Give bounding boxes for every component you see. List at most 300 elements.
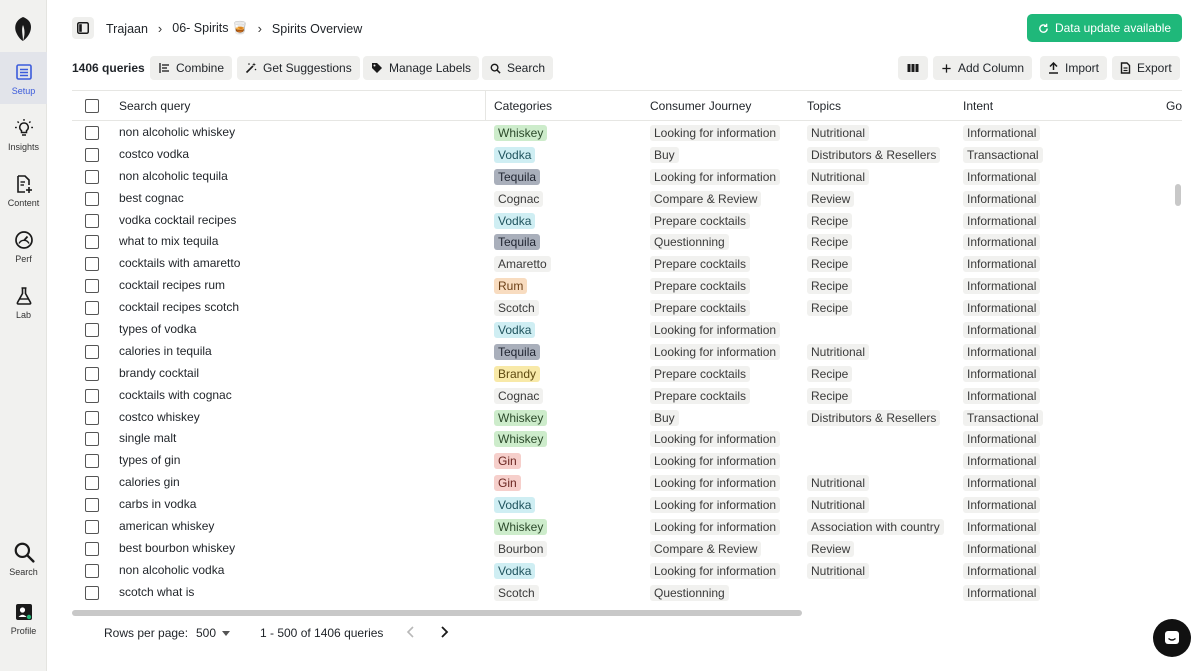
row-checkbox[interactable] — [85, 126, 99, 140]
cell-journey[interactable] — [650, 428, 780, 450]
intent-tag: Informational — [963, 278, 1040, 294]
table-row[interactable] — [72, 407, 1182, 429]
cell-category[interactable] — [494, 560, 535, 582]
cell-topic[interactable] — [807, 275, 852, 297]
brand-logo-icon — [12, 16, 34, 42]
lightbulb-icon — [14, 118, 34, 138]
get-suggestions-label: Get Suggestions — [263, 61, 352, 75]
row-checkbox[interactable] — [85, 498, 99, 512]
cell-journey[interactable] — [650, 166, 780, 188]
cell-intent[interactable] — [963, 253, 1040, 275]
cell-category[interactable] — [494, 122, 547, 144]
row-checkbox[interactable] — [85, 542, 99, 556]
cell-intent[interactable] — [963, 407, 1043, 429]
table-row[interactable] — [72, 275, 1182, 297]
intent-tag: Informational — [963, 125, 1040, 141]
topic-tag: Association with country — [807, 519, 944, 535]
vertical-scrollbar[interactable] — [1175, 184, 1181, 206]
cell-intent[interactable] — [963, 319, 1040, 341]
cell-topic[interactable] — [807, 166, 869, 188]
table-row[interactable] — [72, 472, 1182, 494]
topic-tag: Nutritional — [807, 497, 869, 513]
row-checkbox[interactable] — [85, 520, 99, 534]
cell-journey[interactable] — [650, 188, 761, 210]
search-icon — [490, 63, 501, 74]
topic-tag: Nutritional — [807, 344, 869, 360]
journey-tag: Prepare cocktails — [650, 278, 750, 294]
select-all-checkbox[interactable] — [85, 99, 99, 113]
cell-topic[interactable] — [807, 122, 869, 144]
sidebar-toggle-button[interactable] — [72, 17, 94, 39]
gauge-icon — [14, 230, 34, 250]
cell-search-query[interactable]: brandy cocktail — [119, 365, 200, 380]
cell-category[interactable] — [494, 297, 539, 319]
cell-topic[interactable] — [807, 188, 854, 210]
cell-topic[interactable] — [807, 363, 852, 385]
category-tag: Gin — [494, 453, 521, 469]
table-row[interactable] — [72, 144, 1182, 166]
category-tag: Scotch — [494, 300, 539, 316]
cell-journey[interactable] — [650, 210, 750, 232]
row-checkbox[interactable] — [85, 411, 99, 425]
cell-search-query[interactable]: non alcoholic whiskey — [119, 125, 236, 139]
chevron-right-icon: › — [157, 21, 163, 36]
caret-down-icon — [222, 631, 230, 636]
cell-intent[interactable] — [963, 188, 1040, 210]
cell-search-query[interactable]: calories in tequila — [119, 343, 212, 358]
sidebar-item-insights[interactable] — [0, 108, 47, 160]
table-header — [72, 91, 1182, 121]
table-row[interactable] — [72, 297, 1182, 319]
cell-journey[interactable] — [650, 560, 780, 582]
sidebar-item-perf[interactable] — [0, 220, 47, 272]
journey-tag: Looking for information — [650, 453, 780, 469]
intent-tag: Informational — [963, 322, 1040, 338]
table-row[interactable] — [72, 188, 1182, 210]
tag-icon — [371, 62, 383, 74]
topic-tag: Distributors & Resellers — [807, 410, 940, 426]
cell-intent[interactable] — [963, 582, 1040, 604]
intent-tag: Informational — [963, 169, 1040, 185]
table-row[interactable] — [72, 582, 1182, 604]
topic-tag: Nutritional — [807, 125, 869, 141]
journey-tag: Compare & Review — [650, 541, 761, 557]
sidebar-item-label: Insights — [7, 142, 40, 152]
table-list-icon — [14, 62, 34, 82]
intent-tag: Informational — [963, 519, 1040, 535]
row-checkbox[interactable] — [85, 235, 99, 249]
cell-journey[interactable] — [650, 275, 750, 297]
cell-search-query[interactable]: what to mix tequila — [119, 234, 219, 249]
row-checkbox[interactable] — [85, 476, 99, 490]
table-row[interactable] — [72, 363, 1182, 385]
table-row[interactable] — [72, 319, 1182, 341]
table-row[interactable] — [72, 166, 1182, 188]
cell-topic[interactable] — [807, 210, 852, 232]
table-row[interactable] — [72, 231, 1182, 253]
sidebar-item-label: Lab — [15, 310, 32, 320]
cell-search-query[interactable]: best bourbon whiskey — [119, 540, 236, 555]
table-row[interactable] — [72, 538, 1182, 560]
cell-search-query[interactable]: scotch what is — [119, 584, 195, 599]
cell-category[interactable] — [494, 385, 543, 407]
cell-intent[interactable] — [963, 166, 1040, 188]
chevron-right-icon[interactable] — [437, 623, 451, 641]
profile-card-icon — [14, 602, 34, 622]
topic-tag: Review — [807, 541, 854, 557]
cell-intent[interactable] — [963, 210, 1040, 232]
row-checkbox[interactable] — [85, 257, 99, 271]
intent-tag: Informational — [963, 300, 1040, 316]
manage-labels-button[interactable] — [363, 56, 479, 80]
pagination-range: 1 - 500 of 1406 queries — [260, 626, 384, 640]
cell-topic[interactable] — [807, 253, 852, 275]
table-row[interactable] — [72, 516, 1182, 538]
cell-search-query[interactable]: costco whiskey — [119, 409, 200, 424]
cell-journey[interactable] — [650, 297, 750, 319]
cell-topic[interactable] — [807, 472, 869, 494]
cell-journey[interactable] — [650, 385, 750, 407]
search-button[interactable] — [482, 56, 553, 80]
cell-journey[interactable] — [650, 122, 780, 144]
intent-tag: Informational — [963, 256, 1040, 272]
cell-intent[interactable] — [963, 538, 1040, 560]
journey-tag: Looking for information — [650, 475, 780, 491]
cell-intent[interactable] — [963, 560, 1040, 582]
intent-tag: Informational — [963, 497, 1040, 513]
table-row[interactable] — [72, 341, 1182, 363]
category-tag: Whiskey — [494, 410, 547, 426]
journey-tag: Questionning — [650, 585, 729, 601]
sidebar-item-label: Perf — [15, 254, 32, 264]
category-tag: Whiskey — [494, 431, 547, 447]
combine-button[interactable] — [150, 56, 232, 80]
rows-per-page-label: Rows per page: — [104, 626, 189, 640]
cell-journey[interactable] — [650, 341, 780, 363]
journey-tag: Looking for information — [650, 563, 780, 579]
cell-intent[interactable] — [963, 385, 1040, 407]
column-header-search-query[interactable]: Search query — [119, 99, 191, 113]
pagination-bar — [72, 618, 1182, 648]
cell-intent[interactable] — [963, 428, 1040, 450]
breadcrumb-item-org[interactable]: Trajaan — [106, 21, 148, 36]
cell-intent[interactable] — [963, 472, 1040, 494]
horizontal-scrollbar-thumb[interactable] — [72, 610, 802, 616]
cell-search-query[interactable]: cocktail recipes scotch — [119, 300, 240, 315]
topic-tag: Recipe — [807, 366, 852, 382]
category-tag: Tequila — [494, 344, 540, 360]
journey-tag: Prepare cocktails — [650, 256, 750, 272]
journey-tag: Looking for information — [650, 125, 780, 141]
journey-tag: Looking for information — [650, 497, 780, 513]
import-button[interactable] — [1040, 56, 1107, 80]
breadcrumb-item-page: Spirits Overview — [271, 21, 363, 36]
category-tag: Vodka — [494, 497, 535, 513]
cell-journey[interactable] — [650, 582, 729, 604]
cell-intent[interactable] — [963, 450, 1040, 472]
columns-toggle-button[interactable] — [898, 56, 928, 80]
columns-icon — [907, 63, 919, 73]
cell-search-query[interactable]: american whiskey — [119, 519, 215, 534]
cell-category[interactable] — [494, 428, 547, 450]
journey-tag: Buy — [650, 147, 679, 163]
topic-tag: Nutritional — [807, 169, 869, 185]
journey-tag: Looking for information — [650, 322, 780, 338]
chevron-left-icon[interactable] — [404, 623, 418, 641]
intent-tag: Informational — [963, 388, 1040, 404]
row-checkbox[interactable] — [85, 192, 99, 206]
cell-topic[interactable] — [807, 385, 852, 407]
column-divider[interactable] — [485, 91, 486, 121]
search-icon — [13, 541, 35, 563]
add-column-button[interactable] — [933, 56, 1032, 80]
rows-per-page-select[interactable] — [196, 626, 230, 640]
category-tag: Rum — [494, 278, 527, 294]
intent-tag: Informational — [963, 213, 1040, 229]
cell-journey[interactable] — [650, 516, 780, 538]
row-checkbox[interactable] — [85, 432, 99, 446]
refresh-icon — [1038, 23, 1049, 34]
cell-category[interactable] — [494, 319, 535, 341]
row-checkbox[interactable] — [85, 323, 99, 337]
cell-intent[interactable] — [963, 144, 1043, 166]
table-row[interactable] — [72, 210, 1182, 232]
category-tag: Cognac — [494, 388, 543, 404]
sidebar-item-lab[interactable] — [0, 276, 47, 328]
breadcrumb-item-project[interactable]: 06- Spirits 🥃 — [172, 21, 248, 35]
cell-category[interactable] — [494, 538, 547, 560]
intent-tag: Transactional — [963, 147, 1043, 163]
cell-journey[interactable] — [650, 319, 780, 341]
cell-category[interactable] — [494, 188, 543, 210]
intent-tag: Informational — [963, 453, 1040, 469]
sidebar-item-content[interactable] — [0, 164, 47, 216]
category-tag: Whiskey — [494, 519, 547, 535]
cell-category[interactable] — [494, 450, 521, 472]
column-header-categories[interactable]: Categories — [494, 99, 553, 113]
journey-tag: Looking for information — [650, 431, 780, 447]
cell-intent[interactable] — [963, 275, 1040, 297]
intent-tag: Informational — [963, 585, 1040, 601]
sidebar-item-label: Search — [9, 567, 38, 577]
category-tag: Amaretto — [494, 256, 551, 272]
table-row[interactable] — [72, 428, 1182, 450]
cell-intent[interactable] — [963, 231, 1040, 253]
journey-tag: Looking for information — [650, 169, 780, 185]
cell-search-query[interactable]: best cognac — [119, 190, 184, 205]
journey-tag: Looking for information — [650, 519, 780, 535]
row-checkbox[interactable] — [85, 214, 99, 228]
cell-topic[interactable] — [807, 538, 854, 560]
cell-search-query[interactable]: calories gin — [119, 475, 180, 490]
table-row[interactable] — [72, 494, 1182, 516]
cell-journey[interactable] — [650, 253, 750, 275]
category-tag: Brandy — [494, 366, 540, 382]
cell-search-query[interactable]: types of gin — [119, 453, 181, 468]
cell-search-query[interactable]: vodka cocktail recipes — [119, 212, 237, 227]
topic-tag: Recipe — [807, 388, 852, 404]
row-checkbox[interactable] — [85, 345, 99, 359]
data-update-label: Data update available — [1054, 21, 1172, 35]
category-tag: Scotch — [494, 585, 539, 601]
intent-tag: Informational — [963, 234, 1040, 250]
sidebar-item-profile[interactable] — [0, 592, 47, 644]
intent-tag: Informational — [963, 431, 1040, 447]
row-checkbox[interactable] — [85, 301, 99, 315]
row-checkbox[interactable] — [85, 586, 99, 600]
row-checkbox[interactable] — [85, 389, 99, 403]
plus-icon — [941, 63, 952, 74]
cell-category[interactable] — [494, 407, 547, 429]
cell-intent[interactable] — [963, 363, 1040, 385]
sidebar-item-search[interactable] — [0, 532, 47, 584]
cell-topic[interactable] — [807, 560, 869, 582]
cell-intent[interactable] — [963, 122, 1040, 144]
column-header-topics[interactable]: Topics — [807, 99, 842, 113]
get-suggestions-button[interactable] — [237, 56, 360, 80]
magic-wand-icon — [245, 62, 257, 74]
cell-topic[interactable] — [807, 407, 940, 429]
cell-topic[interactable] — [807, 494, 869, 516]
cell-search-query[interactable]: single malt — [119, 431, 177, 446]
export-file-icon — [1120, 62, 1131, 74]
category-tag: Gin — [494, 475, 521, 491]
category-tag: Whiskey — [494, 125, 547, 141]
add-column-label: Add Column — [958, 61, 1025, 75]
cell-journey[interactable] — [650, 538, 761, 560]
topic-tag: Recipe — [807, 213, 852, 229]
cell-topic[interactable] — [807, 341, 869, 363]
category-tag: Vodka — [494, 563, 535, 579]
chat-icon — [1163, 629, 1181, 647]
sidebar — [0, 0, 47, 671]
document-add-icon — [14, 174, 34, 194]
cell-topic[interactable] — [807, 144, 940, 166]
table-row[interactable] — [72, 385, 1182, 407]
cell-intent[interactable] — [963, 494, 1040, 516]
flask-icon — [14, 286, 34, 306]
chat-support-button[interactable] — [1153, 619, 1191, 657]
intent-tag: Informational — [963, 475, 1040, 491]
panel-toggle-icon — [77, 22, 89, 34]
cell-topic[interactable] — [807, 231, 852, 253]
cell-journey[interactable] — [650, 472, 780, 494]
cell-intent[interactable] — [963, 516, 1040, 538]
cell-intent[interactable] — [963, 297, 1040, 319]
journey-tag: Prepare cocktails — [650, 300, 750, 316]
topic-tag: Review — [807, 191, 854, 207]
cell-search-query[interactable]: types of vodka — [119, 322, 197, 337]
cell-search-query[interactable]: carbs in vodka — [119, 497, 197, 512]
cell-journey[interactable] — [650, 363, 750, 385]
manage-labels-label: Manage Labels — [389, 61, 472, 75]
table-row[interactable] — [72, 253, 1182, 275]
category-tag: Tequila — [494, 234, 540, 250]
cell-category[interactable] — [494, 275, 527, 297]
cell-category[interactable] — [494, 363, 540, 385]
row-checkbox[interactable] — [85, 564, 99, 578]
cell-search-query[interactable]: cocktail recipes rum — [119, 278, 226, 293]
column-header-go[interactable]: Go — [1166, 99, 1182, 113]
journey-tag: Prepare cocktails — [650, 213, 750, 229]
cell-category[interactable] — [494, 144, 535, 166]
sidebar-item-label: Profile — [10, 626, 37, 636]
journey-tag: Prepare cocktails — [650, 366, 750, 382]
cell-journey[interactable] — [650, 231, 729, 253]
cell-intent[interactable] — [963, 341, 1040, 363]
sidebar-item-label: Setup — [11, 86, 36, 96]
cell-search-query[interactable]: costco vodka — [119, 146, 190, 161]
cell-topic[interactable] — [807, 516, 944, 538]
cell-journey[interactable] — [650, 494, 780, 516]
row-checkbox[interactable] — [85, 367, 99, 381]
table-row[interactable] — [72, 560, 1182, 582]
column-header-intent[interactable]: Intent — [963, 99, 994, 113]
cell-journey[interactable] — [650, 407, 679, 429]
import-label: Import — [1065, 61, 1100, 75]
cell-category[interactable] — [494, 494, 535, 516]
cell-topic[interactable] — [807, 297, 852, 319]
cell-category[interactable] — [494, 341, 540, 363]
cell-search-query[interactable]: non alcoholic vodka — [119, 562, 225, 577]
cell-journey[interactable] — [650, 144, 679, 166]
row-checkbox[interactable] — [85, 279, 99, 293]
sidebar-item-setup[interactable] — [0, 52, 47, 104]
category-tag: Vodka — [494, 213, 535, 229]
journey-tag: Buy — [650, 410, 679, 426]
row-checkbox[interactable] — [85, 148, 99, 162]
query-count: 1406 queries — [72, 61, 145, 75]
table-row[interactable] — [72, 122, 1182, 144]
queries-table — [72, 90, 1182, 610]
topic-tag: Recipe — [807, 278, 852, 294]
category-tag: Vodka — [494, 147, 535, 163]
cell-journey[interactable] — [650, 450, 780, 472]
intent-tag: Informational — [963, 541, 1040, 557]
cell-category[interactable] — [494, 582, 539, 604]
intent-tag: Informational — [963, 344, 1040, 360]
horizontal-scrollbar[interactable] — [72, 609, 1182, 617]
cell-category[interactable] — [494, 516, 547, 538]
table-body — [72, 122, 1182, 604]
sidebar-item-label: Content — [7, 198, 40, 208]
intent-tag: Informational — [963, 366, 1040, 382]
rows-per-page-value: 500 — [196, 626, 217, 640]
export-button[interactable] — [1112, 56, 1180, 80]
row-checkbox[interactable] — [85, 454, 99, 468]
intent-tag: Informational — [963, 191, 1040, 207]
cell-category[interactable] — [494, 166, 540, 188]
cell-category[interactable] — [494, 472, 521, 494]
topic-tag: Nutritional — [807, 475, 869, 491]
column-header-consumer-journey[interactable]: Consumer Journey — [650, 99, 752, 113]
cell-category[interactable] — [494, 210, 535, 232]
table-row[interactable] — [72, 450, 1182, 472]
topic-tag: Nutritional — [807, 563, 869, 579]
category-tag: Vodka — [494, 322, 535, 338]
journey-tag: Questionning — [650, 234, 729, 250]
cell-category[interactable] — [494, 231, 540, 253]
row-checkbox[interactable] — [85, 170, 99, 184]
cell-search-query[interactable]: cocktails with cognac — [119, 387, 232, 402]
cell-search-query[interactable]: non alcoholic tequila — [119, 168, 228, 183]
intent-tag: Transactional — [963, 410, 1043, 426]
cell-search-query[interactable]: cocktails with amaretto — [119, 256, 241, 271]
cell-category[interactable] — [494, 253, 551, 275]
data-update-button[interactable] — [1027, 14, 1182, 42]
combine-label: Combine — [176, 61, 225, 75]
upload-icon — [1048, 62, 1059, 74]
